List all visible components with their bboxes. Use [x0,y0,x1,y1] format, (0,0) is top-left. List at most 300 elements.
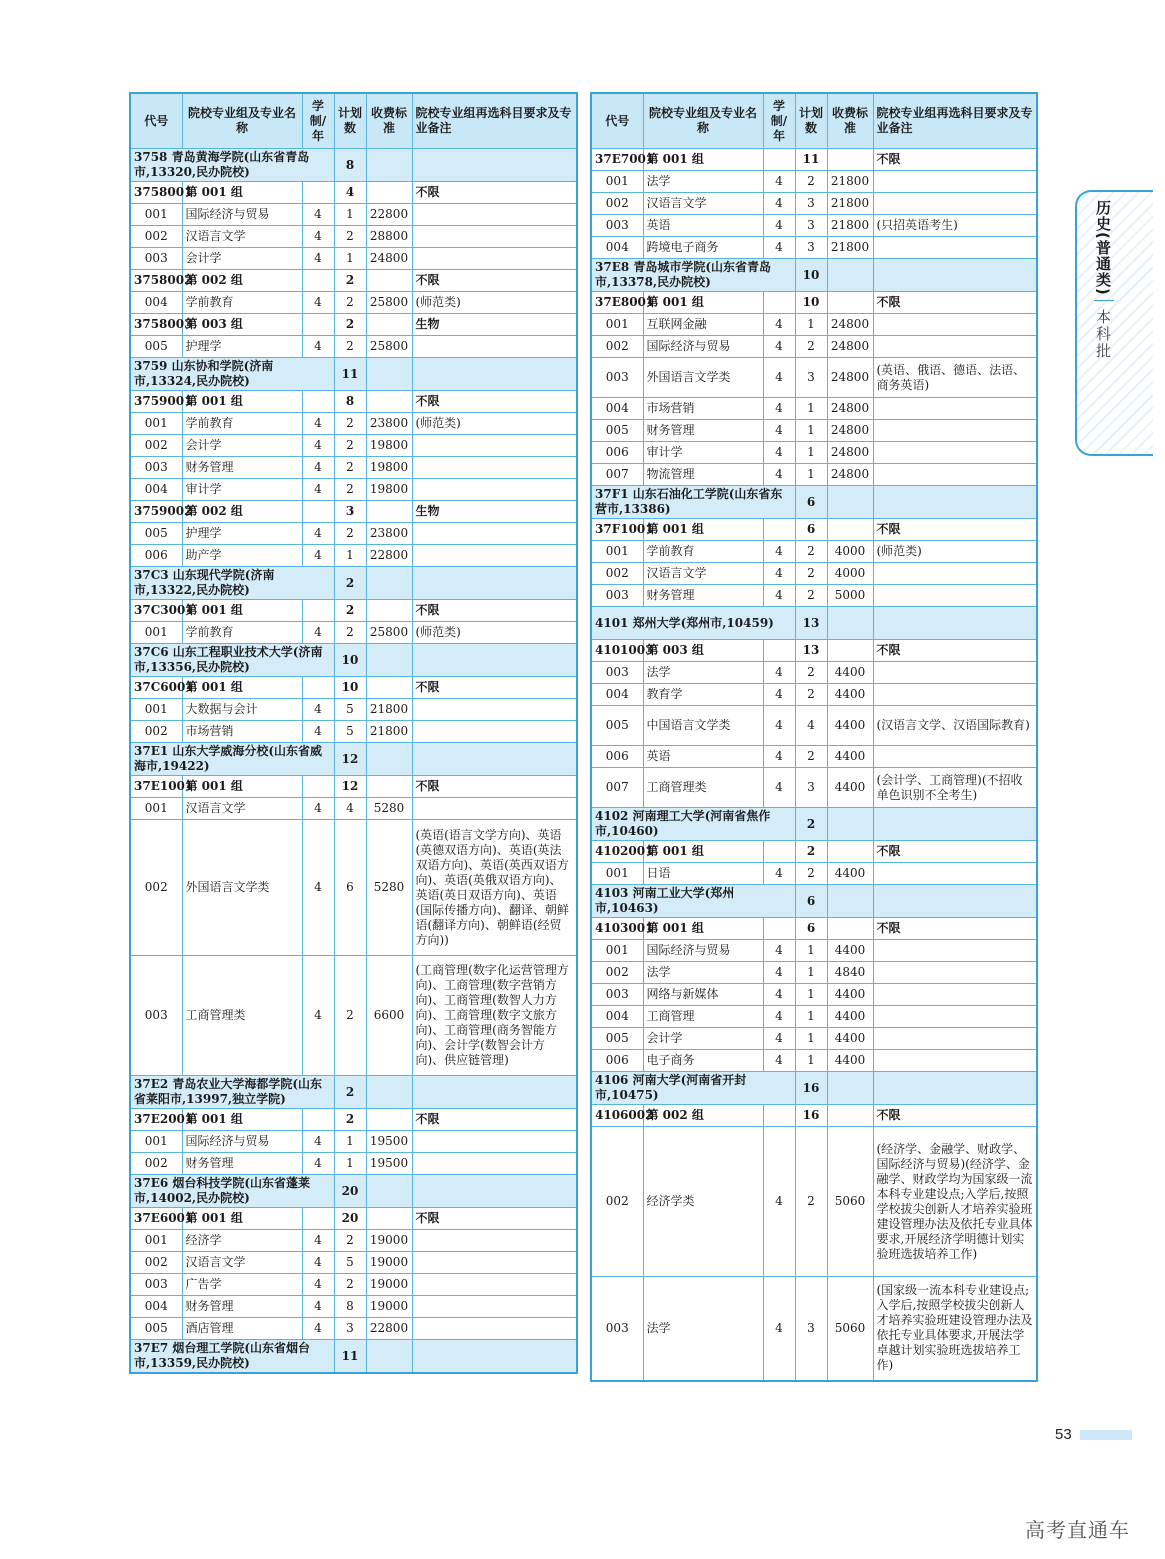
plan-count: 6 [795,486,827,519]
plan-count: 2 [795,662,827,684]
group-name: 第 002 组 [182,501,302,523]
major-code: 002 [130,226,182,248]
plan-count: 6 [795,918,827,940]
years-cell: 4 [302,204,334,226]
major-row [130,1318,577,1340]
major-code: 001 [130,413,182,435]
fee-cell: 21800 [827,193,873,215]
enrollment-table-right [590,92,1038,1382]
major-note [412,1230,577,1252]
years-cell: 4 [763,863,795,885]
major-row [591,314,1037,336]
plan-count: 8 [334,1296,366,1318]
major-name: 英语 [643,215,763,237]
group-row [130,677,577,699]
group-code: 4106002 [591,1105,643,1127]
plan-count: 1 [334,1153,366,1175]
plan-count: 2 [334,1076,366,1109]
years-cell: 4 [302,226,334,248]
major-note [412,523,577,545]
group-row [591,918,1037,940]
plan-count: 3 [795,768,827,808]
major-name: 广告学 [182,1274,302,1296]
years-cell [302,1109,334,1131]
major-note [873,336,1037,358]
major-name: 互联网金融 [643,314,763,336]
major-code: 004 [130,1296,182,1318]
fee-cell: 24800 [827,398,873,420]
major-note [412,699,577,721]
fee-cell [366,501,412,523]
plan-count: 12 [334,776,366,798]
major-name: 工商管理类 [182,956,302,1076]
major-code: 007 [591,464,643,486]
plan-count: 1 [334,204,366,226]
plan-count: 2 [334,435,366,457]
major-code: 003 [130,457,182,479]
years-cell [763,149,795,171]
years-cell: 4 [763,541,795,563]
plan-count: 1 [334,1131,366,1153]
major-name: 跨境电子商务 [643,237,763,259]
institution-row [130,644,577,677]
major-note [412,204,577,226]
note-cell [873,885,1037,918]
major-name: 财务管理 [643,585,763,607]
major-row [130,798,577,820]
major-note [412,1318,577,1340]
years-cell: 4 [763,464,795,486]
fee-cell: 22800 [366,204,412,226]
plan-count: 3 [334,501,366,523]
subject-requirement: 不限 [412,677,577,699]
major-code: 002 [591,1127,643,1277]
fee-cell: 4000 [827,563,873,585]
years-cell: 4 [302,1318,334,1340]
subject-requirement: 不限 [412,776,577,798]
enrollment-table-left [129,92,578,1374]
years-cell [763,640,795,662]
major-note [873,940,1037,962]
fee-cell: 19000 [366,1296,412,1318]
subject-requirement: 不限 [412,182,577,204]
plan-count: 1 [795,420,827,442]
group-name: 第 002 组 [182,270,302,292]
fee-cell [827,640,873,662]
years-cell: 4 [763,1006,795,1028]
fee-cell: 25800 [366,336,412,358]
institution-row [591,1072,1037,1105]
fee-cell: 5000 [827,585,873,607]
years-cell: 4 [302,292,334,314]
header-fee: 收费标准 [827,93,873,149]
years-cell [763,519,795,541]
major-code: 001 [130,622,182,644]
fee-cell [827,607,873,640]
major-row [130,956,577,1076]
major-name: 护理学 [182,523,302,545]
plan-count: 4 [334,182,366,204]
institution-name: 4102 河南理工大学(河南省焦作市,10460) [591,808,795,841]
plan-count: 2 [795,171,827,193]
fee-cell: 4400 [827,684,873,706]
note-cell [412,1076,577,1109]
major-code: 002 [130,820,182,956]
major-code: 001 [130,1131,182,1153]
plan-count: 2 [795,585,827,607]
major-row [591,358,1037,398]
major-code: 003 [591,358,643,398]
major-note: (师范类) [412,413,577,435]
years-cell [302,776,334,798]
fee-cell: 4400 [827,706,873,746]
fee-cell: 28800 [366,226,412,248]
major-name: 会计学 [643,1028,763,1050]
plan-count: 3 [795,237,827,259]
plan-count: 1 [795,314,827,336]
fee-cell [827,259,873,292]
major-row [130,721,577,743]
major-row [130,820,577,956]
institution-name: 37E2 青岛农业大学海都学院(山东省莱阳市,13997,独立学院) [130,1076,334,1109]
group-name: 第 001 组 [182,391,302,413]
note-cell [412,149,577,182]
group-row [591,1105,1037,1127]
major-code: 003 [130,1274,182,1296]
major-note [412,1252,577,1274]
fee-cell [366,149,412,182]
fee-cell: 24800 [827,464,873,486]
subject-requirement: 不限 [412,391,577,413]
fee-cell: 4400 [827,746,873,768]
group-code: 3759002 [130,501,182,523]
group-name: 第 001 组 [182,600,302,622]
fee-cell: 5280 [366,820,412,956]
institution-row [130,567,577,600]
plan-count: 2 [334,523,366,545]
years-cell [302,600,334,622]
major-row [130,292,577,314]
major-code: 005 [591,420,643,442]
plan-count: 2 [795,336,827,358]
plan-count: 10 [334,677,366,699]
years-cell: 4 [302,1131,334,1153]
years-cell: 4 [763,706,795,746]
years-cell: 4 [763,336,795,358]
major-row [130,204,577,226]
plan-count: 2 [334,622,366,644]
major-name: 物流管理 [643,464,763,486]
major-note [873,442,1037,464]
major-name: 财务管理 [182,1296,302,1318]
years-cell: 4 [302,336,334,358]
subject-requirement: 生物 [412,501,577,523]
major-code: 003 [591,662,643,684]
group-name: 第 001 组 [643,519,763,541]
major-note [412,545,577,567]
major-code: 005 [591,706,643,746]
group-code: 4101003 [591,640,643,662]
plan-count: 1 [795,442,827,464]
major-note [412,1131,577,1153]
major-name: 日语 [643,863,763,885]
major-row [591,215,1037,237]
major-row [130,1296,577,1318]
group-name: 第 003 组 [643,640,763,662]
fee-cell [827,519,873,541]
years-cell: 4 [763,746,795,768]
group-code: 37E7001 [591,149,643,171]
years-cell: 4 [763,442,795,464]
major-note [873,237,1037,259]
years-cell [302,1208,334,1230]
group-name: 第 001 组 [643,292,763,314]
major-note [873,684,1037,706]
group-name: 第 001 组 [182,1208,302,1230]
institution-row [591,259,1037,292]
header-name: 院校专业组及专业名称 [182,93,302,149]
major-note [873,398,1037,420]
group-name: 第 002 组 [643,1105,763,1127]
note-cell [873,607,1037,640]
fee-cell: 4400 [827,940,873,962]
plan-count: 2 [334,226,366,248]
major-row [130,226,577,248]
plan-count: 2 [334,292,366,314]
plan-count: 2 [334,1230,366,1252]
fee-cell: 25800 [366,622,412,644]
years-cell: 4 [763,420,795,442]
institution-name: 4101 郑州大学(郑州市,10459) [591,607,795,640]
years-cell: 4 [763,358,795,398]
fee-cell: 22800 [366,545,412,567]
fee-cell [366,743,412,776]
major-note [873,171,1037,193]
major-row [591,563,1037,585]
years-cell: 4 [763,237,795,259]
plan-count: 2 [334,314,366,336]
major-row [130,1274,577,1296]
years-cell: 4 [763,768,795,808]
plan-count: 3 [795,215,827,237]
fee-cell [827,486,873,519]
header-years: 学制/年 [302,93,334,149]
years-cell: 4 [302,1230,334,1252]
fee-cell: 19500 [366,1153,412,1175]
note-cell [412,644,577,677]
fee-cell [827,918,873,940]
note-cell [873,259,1037,292]
major-row [591,1050,1037,1072]
fee-cell: 5060 [827,1127,873,1277]
major-code: 003 [591,1277,643,1381]
years-cell: 4 [302,622,334,644]
years-cell: 4 [302,820,334,956]
plan-count: 13 [795,640,827,662]
plan-count: 11 [334,358,366,391]
major-code: 004 [591,684,643,706]
fee-cell: 4400 [827,1050,873,1072]
plan-count: 2 [795,563,827,585]
years-cell: 4 [763,1127,795,1277]
group-row [130,1208,577,1230]
major-row [591,442,1037,464]
plan-count: 3 [334,1318,366,1340]
major-name: 教育学 [643,684,763,706]
years-cell: 4 [302,435,334,457]
major-code: 004 [130,292,182,314]
page-number: 53 [1055,1426,1072,1443]
years-cell: 4 [763,398,795,420]
institution-name: 3758 青岛黄海学院(山东省青岛市,13320,民办院校) [130,149,334,182]
fee-cell: 19000 [366,1230,412,1252]
major-row [130,622,577,644]
fee-cell [827,885,873,918]
subject-requirement: 不限 [412,1208,577,1230]
fee-cell [366,1109,412,1131]
major-code: 005 [130,336,182,358]
major-code: 004 [591,398,643,420]
fee-cell: 21800 [827,171,873,193]
major-note [412,1153,577,1175]
plan-count: 2 [334,956,366,1076]
major-row [130,1153,577,1175]
major-note: (会计学、工商管理)(不招收单色识别不全考生) [873,768,1037,808]
plan-count: 5 [334,721,366,743]
major-name: 网络与新媒体 [643,984,763,1006]
group-code: 4102001 [591,841,643,863]
major-note [873,420,1037,442]
years-cell: 4 [302,798,334,820]
major-row [130,699,577,721]
major-note: (国家级一流本科专业建设点;入学后,按照学校拔尖创新人才培养实验班建设管理办法及依托专业具体要求,开展法学卓越计划实验班选拔培养工作) [873,1277,1037,1381]
major-note [873,585,1037,607]
header-fee: 收费标准 [366,93,412,149]
plan-count: 20 [334,1208,366,1230]
category-side-tab [1075,190,1153,456]
major-name: 英语 [643,746,763,768]
fee-cell: 4400 [827,1028,873,1050]
fee-cell: 4400 [827,984,873,1006]
group-name: 第 001 组 [182,1109,302,1131]
major-note: (汉语言文学、汉语国际教育) [873,706,1037,746]
group-code: 3758003 [130,314,182,336]
major-name: 审计学 [643,442,763,464]
fee-cell [366,567,412,600]
major-note [412,336,577,358]
institution-name: 3759 山东协和学院(济南市,13324,民办院校) [130,358,334,391]
major-code: 001 [591,314,643,336]
major-name: 大数据与会计 [182,699,302,721]
header-years: 学制/年 [763,93,795,149]
fee-cell [366,182,412,204]
institution-row [591,808,1037,841]
group-row [591,841,1037,863]
plan-count: 2 [334,336,366,358]
fee-cell: 24800 [827,336,873,358]
major-name: 汉语言文学 [182,1252,302,1274]
plan-count: 16 [795,1105,827,1127]
major-note [873,984,1037,1006]
major-name: 法学 [643,171,763,193]
plan-count: 6 [795,519,827,541]
major-name: 汉语言文学 [182,798,302,820]
major-name: 工商管理 [643,1006,763,1028]
fee-cell [366,1208,412,1230]
major-row [591,171,1037,193]
institution-name: 37E7 烟台理工学院(山东省烟台市,13359,民办院校) [130,1340,334,1374]
plan-count: 2 [795,863,827,885]
major-name: 市场营销 [182,721,302,743]
major-name: 会计学 [182,435,302,457]
fee-cell [827,808,873,841]
group-name: 第 001 组 [643,918,763,940]
major-note: (工商管理(数字化运营管理方向)、工商管理(数字营销方向)、工商管理(数智人力方向)、工商管理(数字文旅方向)、工商管理(商务智能方向)、会计学(数智会计方向)、供应链管理) [412,956,577,1076]
fee-cell: 6600 [366,956,412,1076]
institution-row [130,358,577,391]
group-row [591,519,1037,541]
years-cell: 4 [302,523,334,545]
major-code: 003 [130,248,182,270]
plan-count: 1 [795,1028,827,1050]
major-name: 电子商务 [643,1050,763,1072]
plan-count: 10 [795,259,827,292]
plan-count: 8 [334,391,366,413]
major-note [873,193,1037,215]
major-name: 财务管理 [182,457,302,479]
group-row [591,149,1037,171]
plan-count: 20 [334,1175,366,1208]
plan-count: 1 [795,962,827,984]
group-code: 3759001 [130,391,182,413]
plan-count: 1 [334,248,366,270]
institution-name: 37E8 青岛城市学院(山东省青岛市,13378,民办院校) [591,259,795,292]
major-code: 001 [130,798,182,820]
major-name: 学前教育 [182,413,302,435]
fee-cell [366,600,412,622]
major-row [591,940,1037,962]
fee-cell: 4400 [827,768,873,808]
major-name: 财务管理 [643,420,763,442]
subject-requirement: 生物 [412,314,577,336]
group-row [130,776,577,798]
major-name: 财务管理 [182,1153,302,1175]
plan-count: 11 [795,149,827,171]
institution-row [130,743,577,776]
major-row [591,1028,1037,1050]
major-code: 002 [130,721,182,743]
subject-requirement: 不限 [873,519,1037,541]
fee-cell [366,644,412,677]
major-note: (师范类) [412,622,577,644]
note-cell [412,567,577,600]
major-note: (只招英语考生) [873,215,1037,237]
group-name: 第 003 组 [182,314,302,336]
institution-name: 4106 河南大学(河南省开封市,10475) [591,1072,795,1105]
major-code: 006 [591,1050,643,1072]
fee-cell: 21800 [827,215,873,237]
major-name: 国际经济与贸易 [643,940,763,962]
major-name: 法学 [643,962,763,984]
subject-requirement: 不限 [873,640,1037,662]
plan-count: 1 [795,464,827,486]
plan-count: 3 [795,1277,827,1381]
major-code: 001 [591,541,643,563]
group-row [130,600,577,622]
major-code: 001 [130,204,182,226]
subject-requirement: 不限 [873,1105,1037,1127]
subject-requirement: 不限 [412,1109,577,1131]
